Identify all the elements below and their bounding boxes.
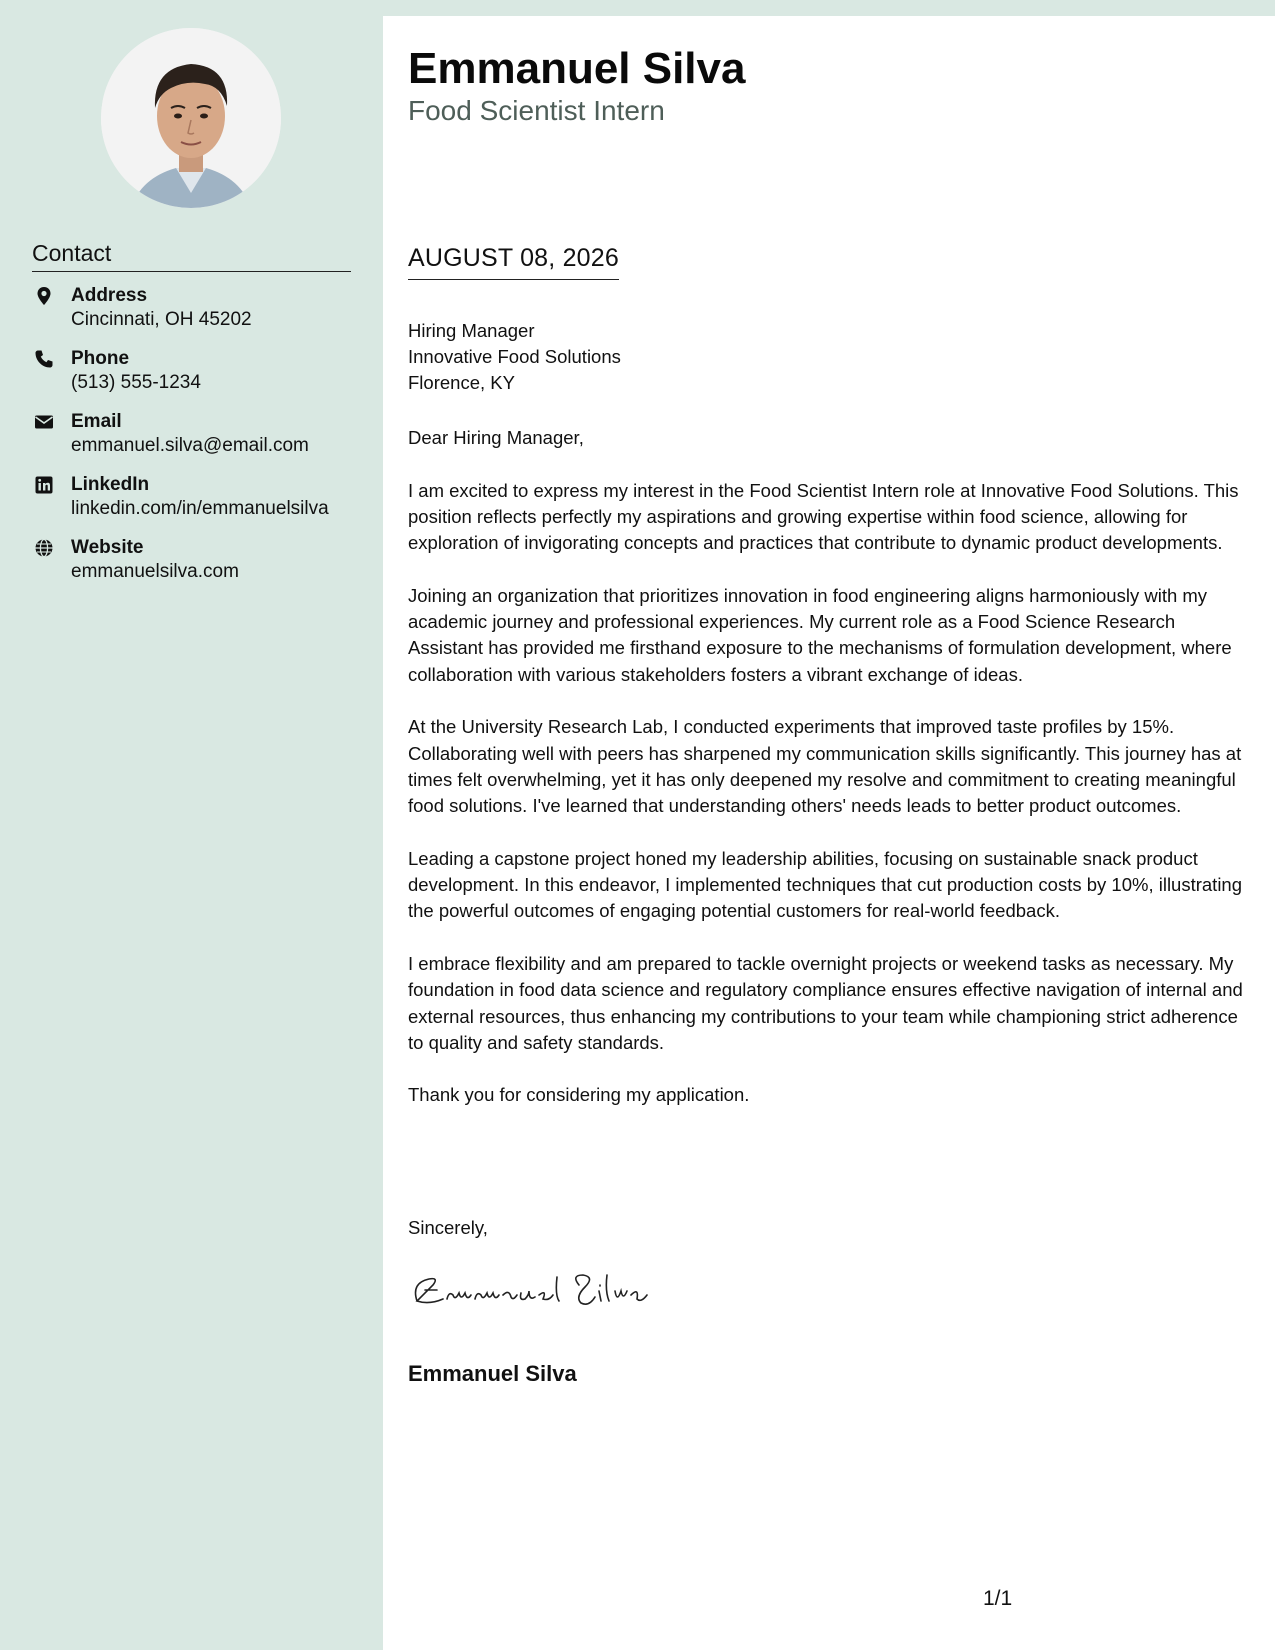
letter-page	[383, 16, 1275, 1650]
body-paragraph: Leading a capstone project honed my leadership abilities, focusing on sustainable snack product development. In this endeavor, I implemented techniques that cut production costs by 10%, illustrating the powerful outcomes of engaging potential customers for real-world feedback.	[408, 847, 1243, 922]
contact-list	[32, 284, 362, 599]
contact-address-value: Cincinnati, OH 45202	[71, 309, 252, 330]
globe-icon	[34, 538, 54, 558]
recipient-line: Hiring Manager	[408, 320, 535, 341]
recipient-line: Florence, KY	[408, 372, 515, 393]
contact-website	[32, 536, 362, 599]
applicant-title: Food Scientist Intern	[408, 95, 665, 126]
letter-body	[408, 425, 1250, 1135]
page-number: 1/1	[983, 1587, 1013, 1610]
contact-website-value: emmanuelsilva.com	[71, 561, 239, 582]
signer-name: Emmanuel Silva	[408, 1361, 577, 1386]
envelope-icon	[34, 412, 54, 432]
recipient-line: Innovative Food Solutions	[408, 346, 621, 367]
body-paragraph: At the University Research Lab, I conducted experiments that improved taste profiles by 15%. Collaborating well with peers has sharpened my communication skills significantly. This journey has at times felt overwhelming, yet it has only deepened my resolve and commitment to creating meaningful food solutions. I've learned that understanding others' needs leads to better product outcomes.	[408, 716, 1242, 817]
contact-heading: Contact	[32, 240, 351, 272]
recipient-block	[408, 318, 621, 396]
contact-linkedin	[32, 473, 362, 536]
letter-date: AUGUST 08, 2026	[408, 244, 619, 280]
applicant-name: Emmanuel Silva	[408, 44, 746, 93]
salutation: Dear Hiring Manager,	[408, 427, 584, 448]
contact-address	[32, 284, 362, 347]
contact-email-value: emmanuel.silva@email.com	[71, 435, 309, 456]
contact-linkedin-value: linkedin.com/in/emmanuelsilva	[71, 498, 329, 519]
thank-you-line: Thank you for considering my application.	[408, 1084, 750, 1106]
avatar	[101, 28, 281, 208]
contact-email	[32, 410, 362, 473]
closing: Sincerely,	[408, 1217, 488, 1238]
body-paragraph: I embrace flexibility and am prepared to tackle overnight projects or weekend tasks as necessary. My foundation in food data science and regulatory compliance ensures effective navigation of internal and external resources, thus enhancing my contributions to your team while championing strict adherence to quality and safety standards.	[408, 952, 1243, 1053]
contact-website-label: Website	[71, 537, 144, 558]
linkedin-icon	[34, 475, 54, 495]
contact-phone-label: Phone	[71, 348, 130, 369]
handwritten-signature	[403, 1261, 663, 1321]
body-paragraph: I am excited to express my interest in the Food Scientist Intern role at Innovative Food Solutions. This position reflects perfectly my aspirations and growing expertise within food science, allowing for exploration of invigorating concepts and practices that contribute to dynamic product developments.	[408, 479, 1239, 554]
sidebar	[0, 0, 383, 1650]
contact-phone	[32, 347, 362, 410]
contact-linkedin-label: LinkedIn	[71, 474, 150, 495]
contact-email-label: Email	[71, 411, 122, 432]
location-pin-icon	[34, 286, 54, 306]
body-paragraph: Joining an organization that prioritizes innovation in food engineering aligns harmoniously with my academic journey and professional experiences. My current role as a Food Science Research Assistant has provided me firsthand exposure to the mechanisms of formulation development, where collaboration with various stakeholders fosters a vibrant exchange of ideas.	[408, 584, 1232, 685]
profile-photo-icon	[101, 28, 281, 208]
contact-address-label: Address	[71, 285, 148, 306]
contact-phone-value: (513) 555-1234	[71, 372, 201, 393]
phone-icon	[34, 349, 54, 369]
